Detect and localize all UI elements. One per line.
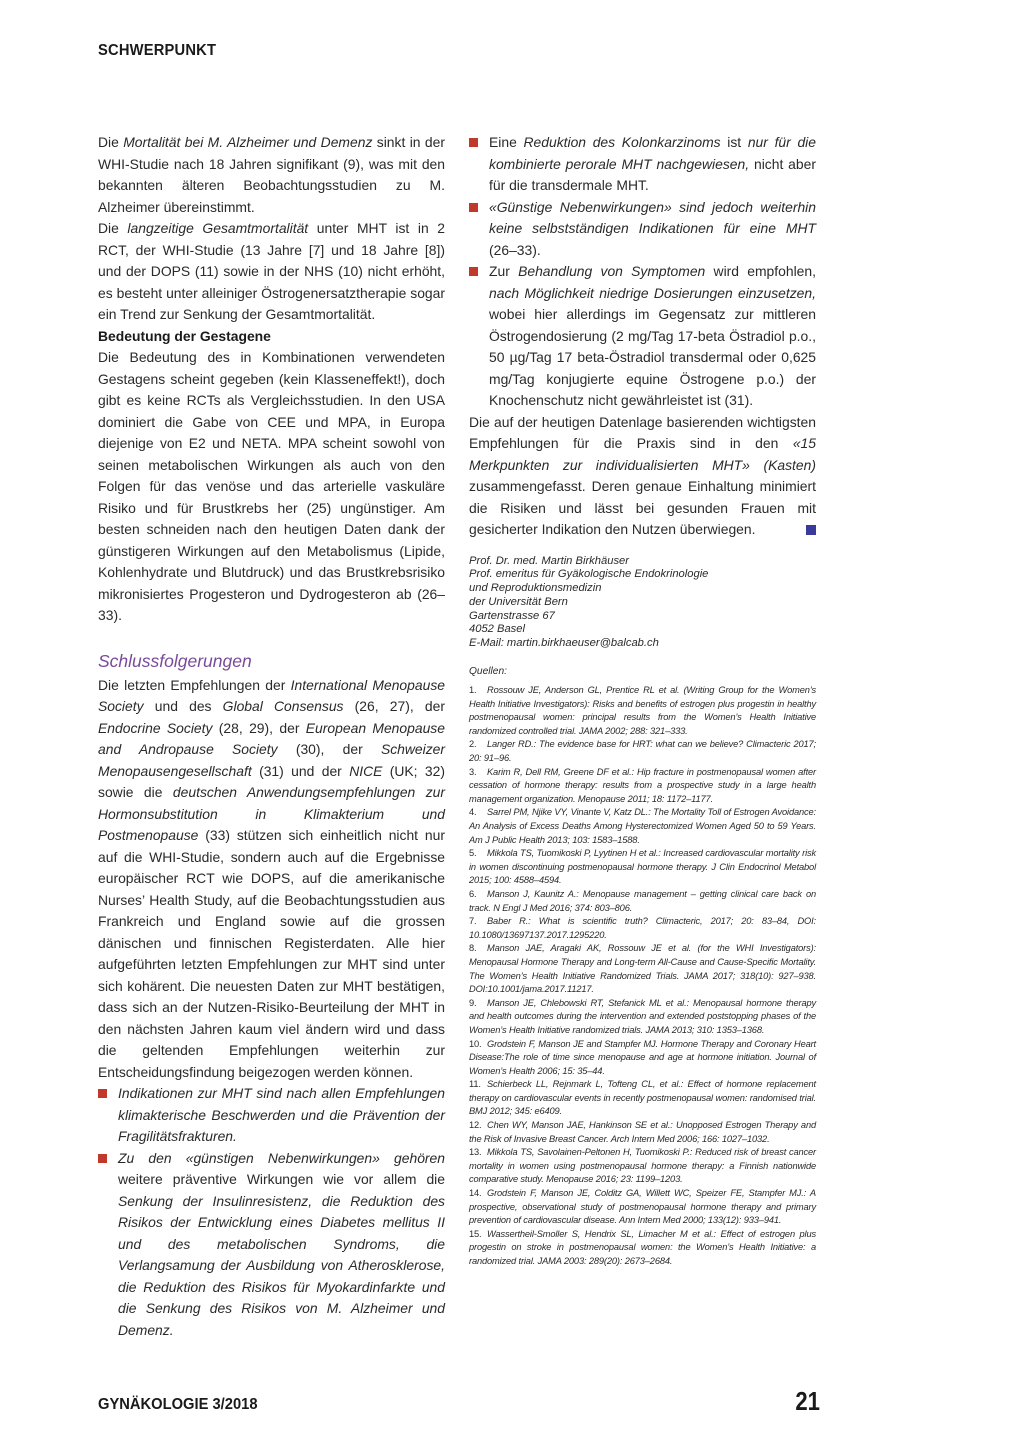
author-line: Gartenstrasse 67 bbox=[469, 609, 555, 622]
reference-item bbox=[469, 1078, 816, 1119]
reference-item bbox=[469, 915, 816, 942]
reference-item bbox=[469, 806, 816, 847]
bullet-square-icon bbox=[469, 203, 478, 212]
reference-number: 4. bbox=[469, 807, 477, 818]
reference-number: 13. bbox=[469, 1147, 482, 1158]
reference-number: 1. bbox=[469, 685, 477, 696]
section-header: SCHWERPUNKT bbox=[98, 42, 217, 59]
reference-number: 12. bbox=[469, 1120, 482, 1131]
reference-item bbox=[469, 1228, 816, 1269]
right-column bbox=[469, 132, 816, 1269]
section-title-schlussfolgerungen: Schlussfolgerungen bbox=[98, 650, 252, 671]
reference-text: Karim R, Dell RM, Greene DF et al.: Hip fracture in postmenopausal women after cessation of hormone therapy: results from a prospective study in a large health management organization. Menopause 2011; 18: 1172–1177. bbox=[469, 766, 816, 804]
references-list bbox=[469, 684, 816, 1269]
reference-item bbox=[469, 1038, 816, 1079]
paragraph-alzheimer: Die Mortalität bei M. Alzheimer und Demenz sinkt in der WHI-Studie nach 18 Jahren signifikant (9), was mit den bekannten älteren Beobachtungsstudien zu M. Alzheimer übereinstimmt. bbox=[98, 134, 445, 215]
reference-text: Mikkola TS, Savolainen-Peltonen H, Tuomikoski P.: Reduced risk of breast cancer mortality in women using postmenopausal hormone therapy: a Finnish nationwide comparative study. Menopause 2016; 23: 1199–1203. bbox=[469, 1147, 816, 1185]
reference-item bbox=[469, 1187, 816, 1228]
bullet-square-icon bbox=[469, 138, 478, 147]
reference-text: Sarrel PM, Njike VY, Vinante V, Katz DL.: The Mortality Toll of Estrogen Avoidance: An Analysis of Excess Deaths Among Hysterectomized Women Aged 50 to 59 Years. Am J Public Health 2013; 103: 1583–1588. bbox=[469, 807, 816, 845]
author-line: 4052 Basel bbox=[469, 623, 525, 636]
reference-number: 2. bbox=[469, 739, 477, 750]
reference-number: 14. bbox=[469, 1188, 482, 1199]
bullet-indikationen: Indikationen zur MHT sind nach allen Empfehlungen klimakterische Beschwerden und die Prävention der Fragilitätsfrakturen. bbox=[98, 1083, 445, 1148]
reference-number: 8. bbox=[469, 943, 477, 954]
paragraph-empfehlungen: Die letzten Empfehlungen der International Menopause Society und des Global Consensus (26, 27), der Endocrine Society (28, 29), der European Menopause and Andropause Society (30), der Schweizer Menopausengesellschaft (31) und der NICE (UK; 32) sowie die deutschen Anwendungsempfehlungen zur Hormonsubstitution in Klimakterium und Postmenopause (33) stützen sich einheitlich nicht nur auf die WHI-Studie, sondern auch auf die Ergebnisse europäischer RCT wie DOPS, auf die amerikanische Nurses’ Health Study, auf die Beobachtungsstudien aus Frankreich und England sowie auf die grossen dänischen und finnischen Registerdaten. Alle hier aufgeführten letzten Empfehlungen zur MHT sind unter sich kohärent. Die neuesten Daten zur MHT bestätigen, dass sich an der Nutzen-Risiko-Beurteilung der MHT in den nächsten Jahren kaum viel ändern wird und dass die geltenden Empfehlungen weiterhin zur Entscheidungsfindung beigezogen werden können. bbox=[98, 676, 446, 1080]
reference-text: Manson JAE, Aragaki AK, Rossouw JE et al. (for the WHI Investigators): Menopausal Hormone Therapy and Long-term All-Cause and Cause-Specific Mortality. The Women’s Health Initiative Randomized Trials. JAMA 2017; 318(10): 927–938. DOI:10.1001/jama.2017.11217. bbox=[469, 943, 816, 995]
reference-text: Grodstein F, Manson JE, Colditz GA, Willett WC, Speizer FE, Stampfer MJ.: A prospective, observational study of postmenopausal hormone therapy and primary prevention of cardiovascular disease. Ann Intern Med 2000; 133(12): 933–941. bbox=[469, 1188, 816, 1226]
bullet-guenstige-nebenwirkungen: «Günstige Nebenwirkungen» sind jedoch weiterhin keine selbstständigen Indikationen für eine MHT (26–33). bbox=[469, 197, 816, 262]
bullet-square-icon bbox=[98, 1154, 107, 1163]
reference-text: Grodstein F, Manson JE and Stampfer MJ. Hormone Therapy and Coronary Heart Disease:The role of time since menopause and age at hormone initiation. Journal of Women’s Health 2006; 15: 35–44. bbox=[469, 1038, 816, 1076]
reference-text: Manson J, Kaunitz A.: Menopause management – getting clinical care back on track. N Engl J Med 2016; 374: 803–806. bbox=[469, 888, 816, 913]
reference-text: Manson JE, Chlebowski RT, Stefanick ML et al.: Menopausal hormone therapy and health outcomes during the intervention and extended poststopping phases of the Women’s Health Initiative randomized trials. JAMA 2013; 310: 1353–1368. bbox=[469, 997, 816, 1035]
footer-journal: GYNÄKOLOGIE 3/2018 bbox=[98, 1396, 258, 1413]
reference-item bbox=[469, 766, 816, 807]
references-title: Quellen: bbox=[469, 666, 507, 678]
reference-item bbox=[469, 1146, 816, 1187]
author-name: Prof. Dr. med. Martin Birkhäuser bbox=[469, 554, 629, 567]
reference-item bbox=[469, 684, 816, 738]
reference-item bbox=[469, 1119, 816, 1146]
reference-number: 6. bbox=[469, 888, 477, 899]
reference-text: Baber R.: What is scientific truth? Climacteric, 2017; 20: 83–84, DOI: 10.1080/13697137.2017.1295220. bbox=[469, 916, 816, 940]
reference-text: Chen WY, Manson JAE, Hankinson SE et al.: Unopposed Estrogen Therapy and the Risk of Invasive Breast Cancer. Arch Intern Med 2006; 166: 1027–1032. bbox=[469, 1120, 816, 1144]
reference-number: 11. bbox=[469, 1079, 481, 1090]
reference-text: Wassertheil-Smoller S, Hendrix SL, Limacher M et al.: Effect of estrogen plus progestin on stroke in postmenopausal women: the Women’s Health Initiative: a randomized trial. JAMA 2003: 289(20): 2673–2684. bbox=[469, 1228, 816, 1267]
paragraph-fazit: Die auf der heutigen Datenlage basierenden wichtigsten Empfehlungen für die Praxis sind in den «15 Merkpunkten zur individualisierten MHT» (Kasten) zusammengefasst. Deren genaue Einhaltung minimiert die Risiken und lässt bei gesunden Frauen mit gesicherter Indikation den Nutzen überwiegen. bbox=[469, 413, 816, 537]
reference-item bbox=[469, 942, 816, 996]
reference-number: 15. bbox=[469, 1228, 482, 1239]
reference-number: 3. bbox=[469, 766, 477, 777]
bullet-behandlung: Zur Behandlung von Symptomen wird empfohlen, nach Möglichkeit niedrige Dosierungen einzusetzen, wobei hier allerdings im Gegensatz zur mittleren Östrogendosierung (2 mg/Tag 17-beta Östradiol p.o., 50 µg/Tag 17 beta-Östradiol transdermal oder 0,625 mg/Tag konjugierte equine Östrogene p.o.) der Knochenschutz nicht gewährleistet ist (31). bbox=[469, 261, 816, 412]
reference-item bbox=[469, 997, 816, 1038]
paragraph-gestagene: Die Bedeutung des in Kombinationen verwendeten Gestagens scheint gegeben (kein Klasseneffekt!), doch gibt es keine RCTs als Vergleichsstudien. In den USA dominiert die Gabe von CEE und MPA, in Europa diejenige von E2 und NETA. MPA scheint sowohl von seinen metabolischen Wirkungen als auch von den Folgen für das venöse und das arterielle vaskuläre Risiko und für Brustkrebs her (25) ungünstiger. Am besten schneiden nach den heutigen Daten dank der günstigeren Wirkungen auf den Metabolismus (Lipide, Kohlenhydrate und Blutdruck) und das Brustkrebsrisiko mikronisiertes Progesteron und Dydrogesteron ab (26–33). bbox=[98, 349, 445, 623]
reference-text: Schierbeck LL, Rejnmark L, Tofteng CL, et al.: Effect of hormone replacement therapy on cardiovascular events in recently postmenopausal women: randomised trial. BMJ 2012; 345: e6409. bbox=[469, 1079, 816, 1117]
bullet-kolonkarzinom: Eine Reduktion des Kolonkarzinoms ist nur für die kombinierte perorale MHT nachgewiesen, nicht aber für die transdermale MHT. bbox=[469, 132, 816, 197]
subheading-gestagene: Bedeutung der Gestagene bbox=[98, 327, 271, 344]
end-mark-icon bbox=[806, 525, 816, 535]
bullet-square-icon bbox=[469, 267, 478, 276]
reference-item bbox=[469, 847, 816, 888]
left-column bbox=[98, 132, 445, 1341]
author-line: und Reproduktionsmedizin bbox=[469, 582, 602, 595]
reference-number: 9. bbox=[469, 997, 477, 1008]
bullet-nebenwirkungen: Zu den «günstigen Nebenwirkungen» gehören weitere präventive Wirkungen wie vor allem die Senkung der Insulinresistenz, die Reduktion des Risikos der Entwicklung eines Diabetes mellitus II und des metabolischen Syndroms, die Verlangsamung der Ausbildung von Atherosklerose, die Reduktion des Risikos für Myokardinfarkte und die Senkung des Risikos von M. Alzheimer und Demenz. bbox=[98, 1148, 445, 1342]
bullet-square-icon bbox=[98, 1089, 107, 1098]
author-line: der Universität Bern bbox=[469, 595, 568, 608]
reference-number: 10. bbox=[469, 1038, 482, 1049]
reference-item bbox=[469, 888, 816, 915]
reference-text: Langer RD.: The evidence base for HRT: what can we believe? Climacteric 2017; 20: 91–96. bbox=[469, 739, 816, 764]
reference-number: 7. bbox=[469, 916, 477, 927]
author-block bbox=[469, 555, 816, 652]
reference-text: Mikkola TS, Tuomikoski P, Lyytinen H et al.: Increased cardiovascular mortality risk in women discontinuing postmenopausal hormone therapy. J Clin Endocrinol Metabol 2015; 100: 4588–4594. bbox=[469, 848, 816, 886]
paragraph-gesamtmortalitaet: Die langzeitige Gesamtmortalität unter MHT ist in 2 RCT, der WHI-Studie (13 Jahre [7] und 18 Jahre [8]) und der DOPS (11) sowie in der NHS (10) nicht erhöht, es besteht unter alleiniger Östrogenersatztherapie sogar ein Trend zur Senkung der Gesamtmortalität. bbox=[98, 220, 445, 322]
author-email: E-Mail: martin.birkhaeuser@balcab.ch bbox=[469, 637, 659, 650]
reference-number: 5. bbox=[469, 848, 477, 859]
author-line: Prof. emeritus für Gyäkologische Endokrinologie bbox=[469, 568, 709, 581]
page-number: 21 bbox=[795, 1386, 820, 1416]
reference-text: Rossouw JE, Anderson GL, Prentice RL et al. (Writing Group for the Women’s Health Initiative Investigators): Risks and benefits of estrogen plus progestin in healthy postmenopausal women: principal results from the Women’s Health Initiative randomized controlled trial. JAMA 2002; 288: 321–333. bbox=[469, 685, 816, 736]
reference-item bbox=[469, 738, 816, 765]
